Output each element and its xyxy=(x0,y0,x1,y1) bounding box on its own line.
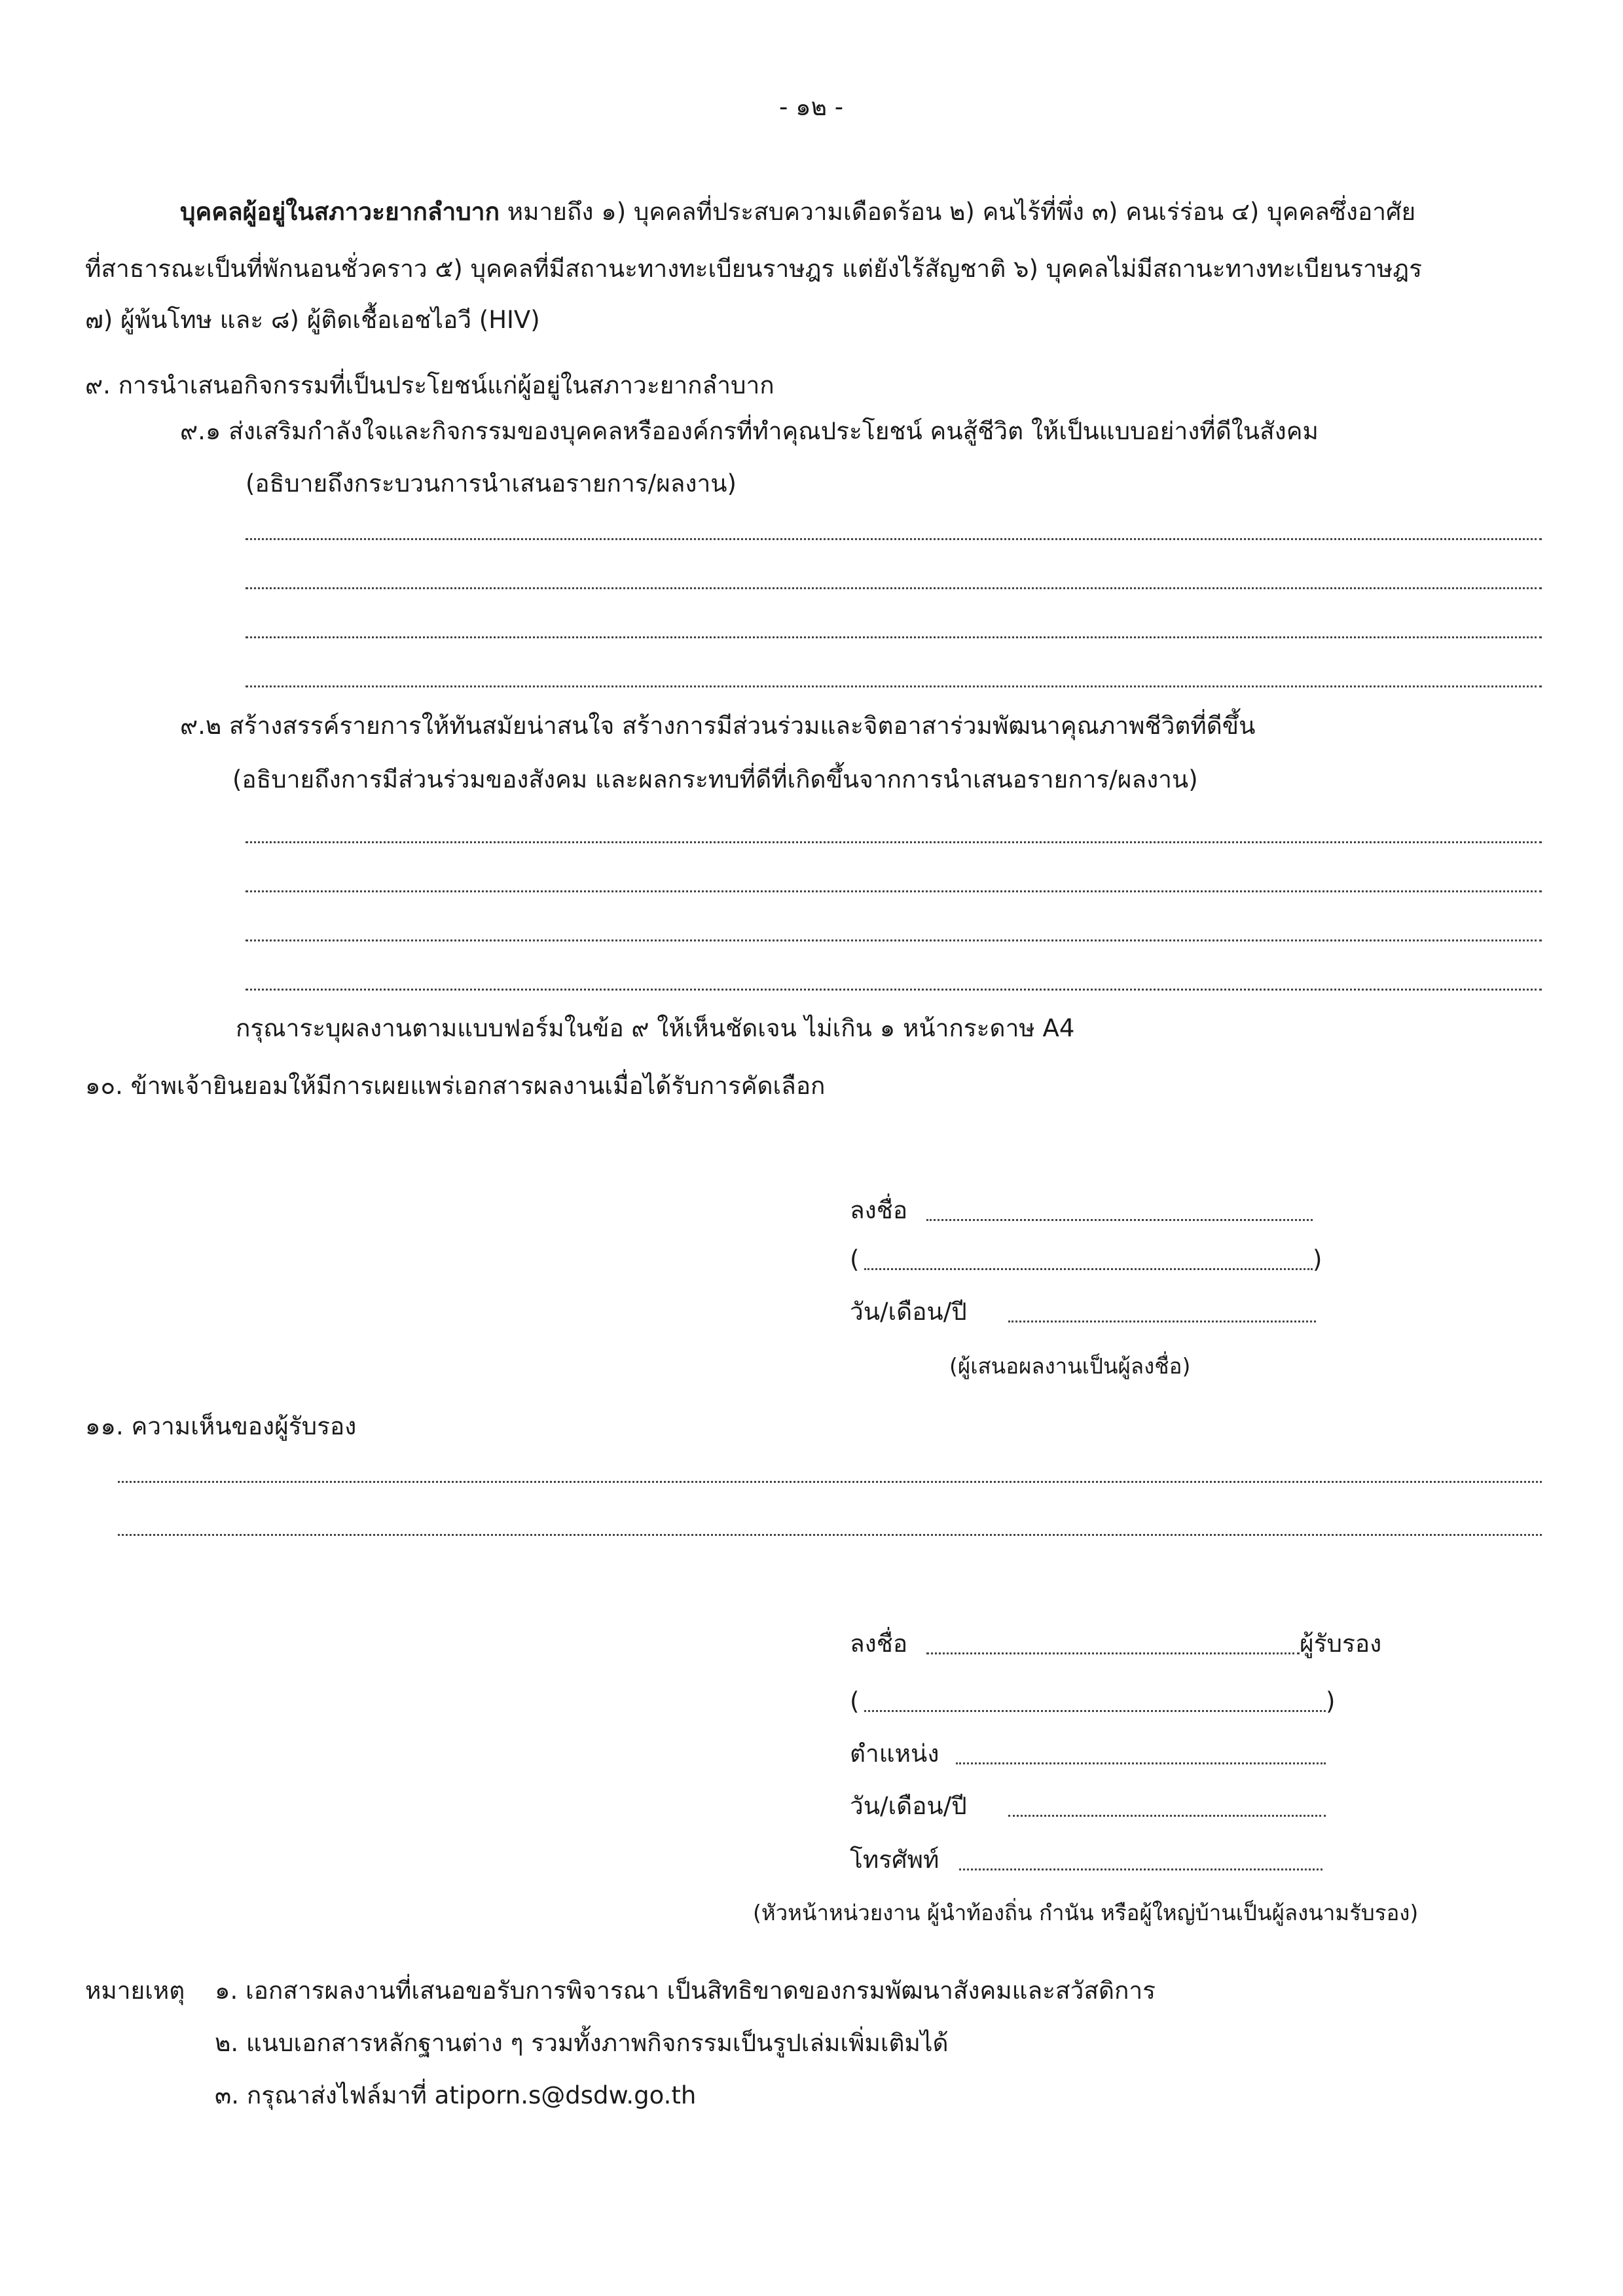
definition-line-2: ที่สาธารณะเป็นที่พักนอนชั่วคราว ๕) บุคคลที่มีสถานะทางทะเบียนราษฎร แต่ยังไร้สัญชาติ ๖) บุคคลไม่มีสถานะทางทะเบียนราษฎร xyxy=(85,255,1423,283)
section11-heading: ๑๑. ความเห็นของผู้รับรอง xyxy=(85,1412,357,1440)
item2-answer-line[interactable] xyxy=(246,890,1542,892)
s11-sign-field[interactable] xyxy=(926,1652,1300,1654)
remark-item: ๓. กรุณาส่งไฟล์มาที่ atiporn.s@dsdw.go.th xyxy=(215,2081,697,2109)
item1-answer-line[interactable] xyxy=(246,538,1542,540)
s11-paren-close: ) xyxy=(1326,1687,1336,1715)
s11-comment-line[interactable] xyxy=(118,1481,1542,1483)
s10-signer-note: (ผู้เสนอผลงานเป็นผู้ลงชื่อ) xyxy=(949,1353,1191,1379)
definition-line-3: ๗) ผู้พ้นโทษ และ ๘) ผู้ติดเชื้อเอชไอวี (HIV) xyxy=(85,306,540,334)
item2-answer-line[interactable] xyxy=(246,841,1542,843)
s11-phone-label: โทรศัพท์ xyxy=(850,1846,939,1874)
item1-answer-line[interactable] xyxy=(246,685,1542,687)
s11-signer-note: (หัวหน้าหน่วยงาน ผู้นำท้องถิ่น กำนัน หรือผู้ใหญ่บ้านเป็นผู้ลงนามรับรอง) xyxy=(753,1900,1419,1925)
definition-line-1 xyxy=(180,200,1415,224)
s11-name-field[interactable] xyxy=(864,1710,1326,1712)
s11-sign-label: ลงชื่อ xyxy=(850,1630,908,1658)
s10-name-field[interactable] xyxy=(864,1268,1313,1270)
s11-date-field[interactable] xyxy=(1008,1815,1326,1817)
s11-comment-line[interactable] xyxy=(118,1534,1542,1536)
s11-date-label: วัน/เดือน/ปี xyxy=(850,1792,967,1820)
s10-paren-close: ) xyxy=(1313,1245,1322,1273)
section10-heading: ๑๐. ข้าพเจ้ายินยอมให้มีการเผยแพร่เอกสารผลงานเมื่อได้รับการคัดเลือก xyxy=(85,1072,826,1100)
s11-sign-suffix: ผู้รับรอง xyxy=(1300,1630,1382,1658)
s10-paren-open: ( xyxy=(850,1245,860,1273)
s10-date-label: วัน/เดือน/ปี xyxy=(850,1298,967,1326)
remarks-label: หมายเหตุ xyxy=(85,1977,185,2005)
remark-item: ๑. เอกสารผลงานที่เสนอขอรับการพิจารณา เป็นสิทธิขาดของกรมพัฒนาสังคมและสวัสดิการ xyxy=(215,1977,1156,2005)
section9-item2-note: (อธิบายถึงการมีส่วนร่วมของสังคม และผลกระทบที่ดีที่เกิดขึ้นจากการนำเสนอรายการ/ผลงาน) xyxy=(232,765,1198,793)
s10-sign-field[interactable] xyxy=(926,1219,1313,1221)
item2-answer-line[interactable] xyxy=(246,939,1542,941)
section9-item1-note: (อธิบายถึงกระบวนการนำเสนอรายการ/ผลงาน) xyxy=(246,469,737,498)
page-number: - ๑๒ - xyxy=(779,93,844,121)
s11-position-field[interactable] xyxy=(956,1762,1326,1764)
item2-answer-line[interactable] xyxy=(246,989,1542,991)
section9-instruction: กรุณาระบุผลงานตามแบบฟอร์มในข้อ ๙ ให้เห็นชัดเจน ไม่เกิน ๑ หน้ากระดาษ A4 xyxy=(236,1014,1075,1042)
s11-phone-field[interactable] xyxy=(959,1868,1322,1870)
definition-term: บุคคลผู้อยู่ในสภาวะยากลำบาก xyxy=(180,198,500,226)
s11-paren-open: ( xyxy=(850,1687,860,1715)
item1-answer-line[interactable] xyxy=(246,587,1542,589)
s10-sign-label: ลงชื่อ xyxy=(850,1196,908,1224)
s10-date-field[interactable] xyxy=(1008,1321,1316,1322)
item1-answer-line[interactable] xyxy=(246,636,1542,638)
section9-item2-title: ๙.๒ สร้างสรรค์รายการให้ทันสมัยน่าสนใจ สร้างการมีส่วนร่วมและจิตอาสาร่วมพัฒนาคุณภาพชีวิตที่ดีขึ้น xyxy=(180,712,1256,740)
definition-line-1-text: หมายถึง ๑) บุคคลที่ประสบความเดือดร้อน ๒) คนไร้ที่พึ่ง ๓) คนเร่ร่อน ๔) บุคคลซึ่งอาศัย xyxy=(499,198,1416,226)
section9-item1-title: ๙.๑ ส่งเสริมกำลังใจและกิจกรรมของบุคคลหรือองค์กรที่ทำคุณประโยชน์ คนสู้ชีวิต ให้เป็นแบบอย่างที่ดีในสังคม xyxy=(180,417,1319,445)
remark-item: ๒. แนบเอกสารหลักฐานต่าง ๆ รวมทั้งภาพกิจกรรมเป็นรูปเล่มเพิ่มเติมได้ xyxy=(215,2029,949,2057)
section9-heading: ๙. การนำเสนอกิจกรรมที่เป็นประโยชน์แก่ผู้อยู่ในสภาวะยากลำบาก xyxy=(85,371,775,399)
s11-position-label: ตำแหน่ง xyxy=(850,1740,939,1768)
